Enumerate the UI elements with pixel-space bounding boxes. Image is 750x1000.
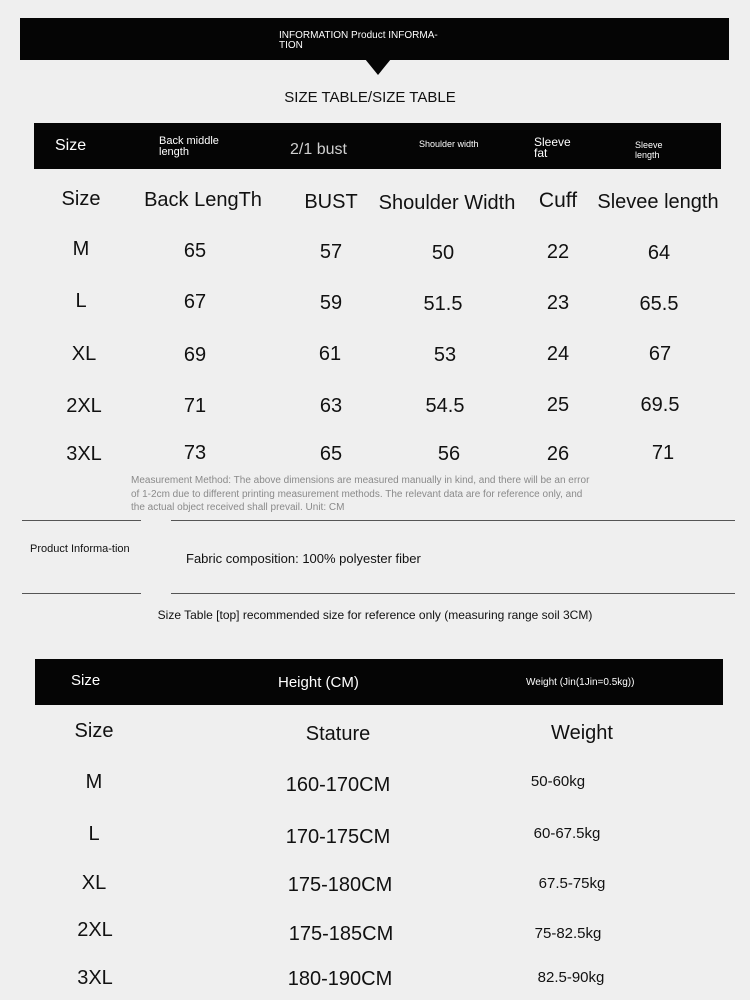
table-cell: 54.5 (425, 395, 465, 417)
table-cell: 26 (546, 443, 570, 465)
measurement-note: Measurement Method: The above dimensions are measured manually in kind, and there will be an error of 1-2cm due to different printing measurement methods. The relevant data are for reference only, and the actual object received shall prevail. Unit: CM (131, 475, 590, 513)
dark-header-back-length: Back middle length (159, 135, 219, 158)
table-cell: 71 (651, 442, 675, 464)
table-cell: 2XL (77, 919, 113, 941)
table-cell: 73 (183, 442, 207, 464)
table-cell: 65 (319, 443, 343, 465)
table-cell: 56 (437, 443, 461, 465)
table-cell: 22 (546, 241, 570, 263)
col-header-shoulder-width: Shoulder Width (378, 192, 516, 214)
table-cell: L (88, 823, 100, 845)
table-cell: 2XL (66, 395, 102, 417)
divider-right-top (171, 520, 735, 521)
table-cell: 25 (546, 394, 570, 416)
table-cell: 3XL (77, 967, 113, 989)
dark-header-shoulder: Shoulder width (419, 139, 479, 149)
table-cell: 50-60kg (530, 773, 586, 790)
col-header-size: Size (74, 720, 114, 742)
dark-header-weight: Weight (Jin(1Jin=0.5kg)) (526, 677, 635, 688)
table-cell: 69 (183, 344, 207, 366)
col-header-back-length: Back LengTh (144, 189, 262, 211)
col-header-size: Size (61, 188, 101, 210)
table-cell: 175-180CM (287, 874, 393, 896)
col-header-weight: Weight (551, 722, 613, 744)
table-cell: 65 (183, 240, 207, 262)
table-cell: XL (81, 872, 107, 894)
table-cell: 67 (183, 291, 207, 313)
col-header-bust: BUST (304, 191, 358, 213)
col-header-sleeve-length: Slevee length (597, 191, 719, 213)
table-cell: 160-170CM (285, 774, 391, 796)
table-cell: 57 (319, 241, 343, 263)
table-cell: 82.5-90kg (537, 969, 605, 986)
table-cell: 60-67.5kg (533, 825, 601, 842)
top-banner (20, 18, 729, 60)
table-cell: 64 (647, 242, 671, 264)
dark-header-height: Height (CM) (278, 674, 359, 691)
table-cell: 63 (319, 395, 343, 417)
divider-right-bottom (171, 593, 735, 594)
banner-arrow-icon (365, 59, 391, 75)
divider-left-top (22, 520, 141, 521)
table-cell: XL (71, 343, 97, 365)
table-cell: 24 (546, 343, 570, 365)
table-cell: 69.5 (640, 394, 680, 416)
recommend-caption: Size Table [top] recommended size for reference only (measuring range soil 3CM) (157, 608, 593, 622)
table-cell: 53 (433, 344, 457, 366)
table-cell: 71 (183, 395, 207, 417)
col-header-cuff: Cuff (538, 189, 578, 212)
table-cell: 59 (319, 292, 343, 314)
table-cell: 180-190CM (287, 968, 393, 990)
table-cell: 50 (431, 242, 455, 264)
table-cell: 67 (648, 343, 672, 365)
table-cell: 170-175CM (285, 826, 391, 848)
col-header-stature: Stature (305, 723, 371, 745)
table-cell: 3XL (66, 443, 102, 465)
banner-text: INFORMATION Product INFORMA-TION (279, 30, 438, 51)
table-cell: 67.5-75kg (538, 875, 606, 892)
size-table-dark-header (34, 123, 721, 169)
dark-header-sleeve-fat: Sleeve fat (534, 135, 571, 160)
size-table-title: SIZE TABLE/SIZE TABLE (284, 89, 456, 106)
recommend-table-dark-header (35, 659, 723, 705)
dark-header-size: Size (55, 137, 87, 154)
table-cell: M (72, 238, 90, 260)
dark-header-size: Size (71, 672, 101, 689)
table-cell: 65.5 (639, 293, 679, 315)
table-cell: 75-82.5kg (534, 925, 602, 942)
divider-left-bottom (22, 593, 141, 594)
table-cell: L (75, 290, 87, 312)
table-cell: M (85, 771, 103, 793)
table-cell: 61 (318, 343, 342, 365)
table-cell: 23 (546, 292, 570, 314)
table-cell: 175-185CM (288, 923, 394, 945)
product-info-label: Product Informa-tion (30, 543, 130, 555)
dark-header-bust: 2/1 bust (290, 141, 347, 158)
dark-header-sleeve-length: Sleeve length (635, 140, 663, 160)
table-cell: 51.5 (423, 293, 463, 315)
product-info-value: Fabric composition: 100% polyester fiber (186, 551, 421, 566)
